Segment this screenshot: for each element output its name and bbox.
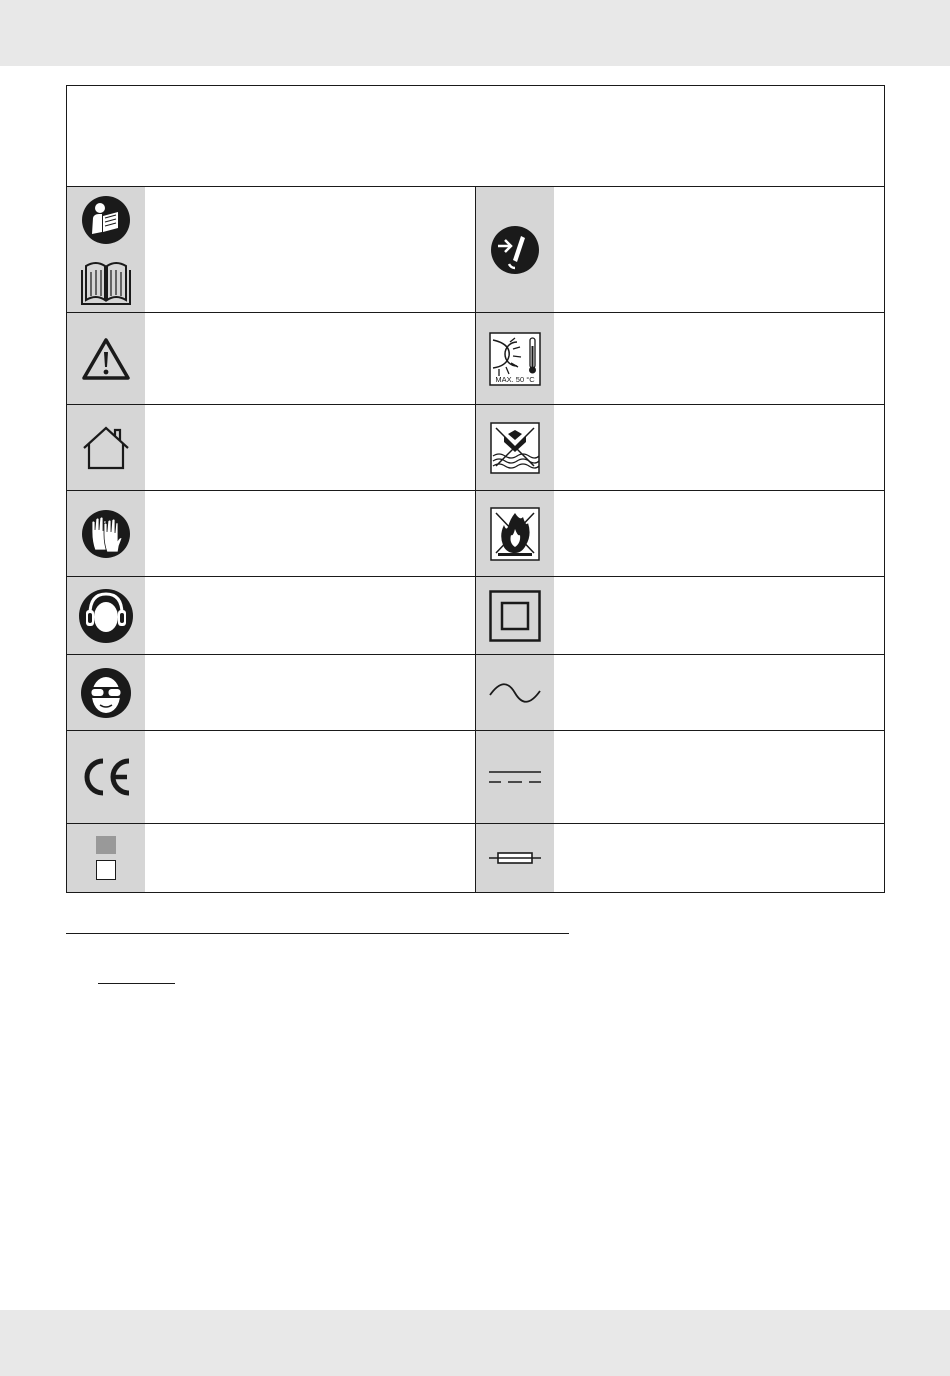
symbol-description [145, 655, 475, 730]
table-header [67, 86, 884, 187]
icon-column [67, 731, 145, 823]
symbol-description [145, 313, 475, 404]
icon-column [67, 577, 145, 654]
wear-gloves-icon [80, 508, 132, 560]
sun-thermometer-icon [489, 332, 541, 386]
symbol-cell [476, 187, 884, 312]
table-row [67, 187, 884, 313]
symbol-cell [476, 491, 884, 576]
ce-mark-icon [79, 757, 133, 797]
icon-column [476, 313, 554, 404]
warning-triangle-icon [81, 337, 131, 381]
symbol-table [66, 85, 885, 893]
color-squares-icon [95, 835, 117, 881]
icon-column [476, 405, 554, 490]
symbol-description [554, 405, 884, 490]
direct-current-icon [487, 768, 543, 786]
icon-column [476, 731, 554, 823]
flammable-icon [490, 507, 540, 561]
symbol-cell [67, 824, 476, 892]
heading-underline [98, 983, 175, 984]
eye-protection-icon [80, 667, 132, 719]
table-row [67, 824, 884, 892]
icon-column [67, 655, 145, 730]
symbol-description [145, 187, 475, 312]
symbol-description [145, 577, 475, 654]
symbol-cell [67, 313, 476, 404]
icon-column [67, 313, 145, 404]
top-margin-band [0, 0, 950, 66]
read-manual-icon [80, 194, 132, 306]
symbol-description [145, 405, 475, 490]
table-row [67, 405, 884, 491]
table-row [67, 731, 884, 824]
symbol-description [554, 731, 884, 823]
symbol-description [554, 655, 884, 730]
protection-class-ii-icon [489, 590, 541, 642]
ear-protection-icon [78, 588, 134, 644]
symbol-cell [476, 655, 884, 730]
symbol-description [554, 824, 884, 892]
symbol-description [145, 824, 475, 892]
symbol-cell [67, 187, 476, 312]
symbol-cell [67, 405, 476, 490]
symbol-cell [67, 577, 476, 654]
symbol-description [145, 491, 475, 576]
bottom-margin-band [0, 1310, 950, 1376]
temperature-label: MAX. 50 °C [495, 374, 535, 384]
symbol-description [554, 577, 884, 654]
icon-column [476, 655, 554, 730]
icon-column [476, 491, 554, 576]
symbol-cell [476, 577, 884, 654]
table-row [67, 491, 884, 577]
icon-column [67, 405, 145, 490]
icon-column [476, 824, 554, 892]
disconnect-plug-icon [489, 224, 541, 276]
symbol-description [145, 731, 475, 823]
symbol-cell [476, 313, 884, 404]
fuse-icon [487, 850, 543, 866]
icon-column [67, 491, 145, 576]
symbol-cell [67, 731, 476, 823]
icon-column [476, 187, 554, 312]
symbol-cell [67, 491, 476, 576]
symbol-cell [476, 405, 884, 490]
section-divider [66, 933, 569, 934]
icon-column [67, 824, 145, 892]
table-row [67, 577, 884, 655]
symbol-description [554, 491, 884, 576]
no-water-icon [490, 422, 540, 474]
symbol-cell [476, 731, 884, 823]
table-row [67, 313, 884, 405]
indoor-house-icon [81, 426, 131, 470]
symbol-cell [67, 655, 476, 730]
icon-column [476, 577, 554, 654]
icon-column [67, 187, 145, 312]
table-row [67, 655, 884, 731]
symbol-description [554, 187, 884, 312]
alternating-current-icon [488, 681, 542, 705]
symbol-description [554, 313, 884, 404]
symbol-cell [476, 824, 884, 892]
